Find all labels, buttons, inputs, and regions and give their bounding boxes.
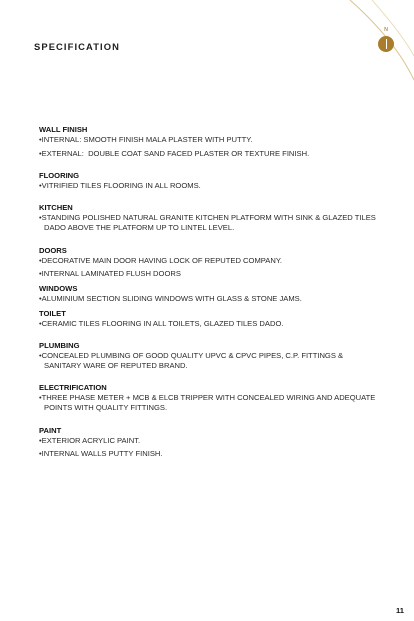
- section-electrification: [39, 382, 379, 413]
- spec-item: •VITRIFIED TILES FLOORING IN ALL ROOMS.: [39, 180, 201, 190]
- compass-needle: [386, 39, 387, 49]
- section-toilet: [39, 308, 379, 329]
- spec-item: •STANDING POLISHED NATURAL GRANITE KITCHEN PLATFORM WITH SINK & GLAZED TILES DADO ABOVE THE PLATFORM UP TO LINTEL LEVEL.: [39, 213, 378, 233]
- section-kitchen: [39, 202, 379, 233]
- section-heading: WINDOWS: [39, 283, 78, 293]
- section-flooring: [39, 170, 379, 191]
- page-title: SPECIFICATION: [34, 41, 121, 52]
- spec-item: •CONCEALED PLUMBING OF GOOD QUALITY UPVC & CPVC PIPES, C.P. FITTINGS & SANITARY WARE OF REPUTED BRAND.: [39, 350, 346, 370]
- section-heading: PAINT: [39, 425, 62, 435]
- section-heading: DOORS: [39, 245, 67, 255]
- section-windows: [39, 283, 379, 304]
- spec-item: •CERAMIC TILES FLOORING IN ALL TOILETS, GLAZED TILES DADO.: [39, 318, 284, 328]
- section-heading: WALL FINISH: [39, 125, 88, 134]
- section-heading: ELECTRIFICATION: [39, 383, 107, 393]
- section-wall-finish: [39, 124, 379, 159]
- spec-item: •INTERNAL LAMINATED FLUSH DOORS: [39, 269, 181, 279]
- compass-north-label: N: [384, 27, 388, 33]
- spec-item: •ALUMINIUM SECTION SLIDING WINDOWS WITH GLASS & STONE JAMS.: [39, 293, 302, 303]
- spec-item: •THREE PHASE METER + MCB & ELCB TRIPPER WITH CONCEALED WIRING AND ADEQUATE POINTS WITH QUALITY FITTINGS.: [39, 393, 378, 413]
- corner-decoration: [0, 0, 414, 110]
- specification-list: [39, 124, 379, 471]
- page-number: 11: [395, 606, 404, 615]
- spec-item: •EXTERNAL: DOUBLE COAT SAND FACED PLASTER OR TEXTURE FINISH.: [39, 148, 310, 158]
- spec-item: •INTERNAL: SMOOTH FINISH MALA PLASTER WITH PUTTY.: [39, 135, 253, 144]
- section-heading: KITCHEN: [39, 203, 73, 213]
- spec-item: •DECORATIVE MAIN DOOR HAVING LOCK OF REPUTED COMPANY.: [39, 255, 283, 265]
- section-plumbing: [39, 340, 379, 371]
- spec-item: •EXTERIOR ACRYLIC PAINT.: [39, 435, 141, 445]
- section-heading: PLUMBING: [39, 340, 80, 350]
- section-heading: TOILET: [39, 308, 66, 318]
- section-paint: [39, 425, 379, 460]
- section-doors: [39, 245, 379, 280]
- section-heading: FLOORING: [39, 170, 80, 180]
- north-compass-icon: [376, 27, 396, 57]
- spec-item: •INTERNAL WALLS PUTTY FINISH.: [39, 449, 163, 459]
